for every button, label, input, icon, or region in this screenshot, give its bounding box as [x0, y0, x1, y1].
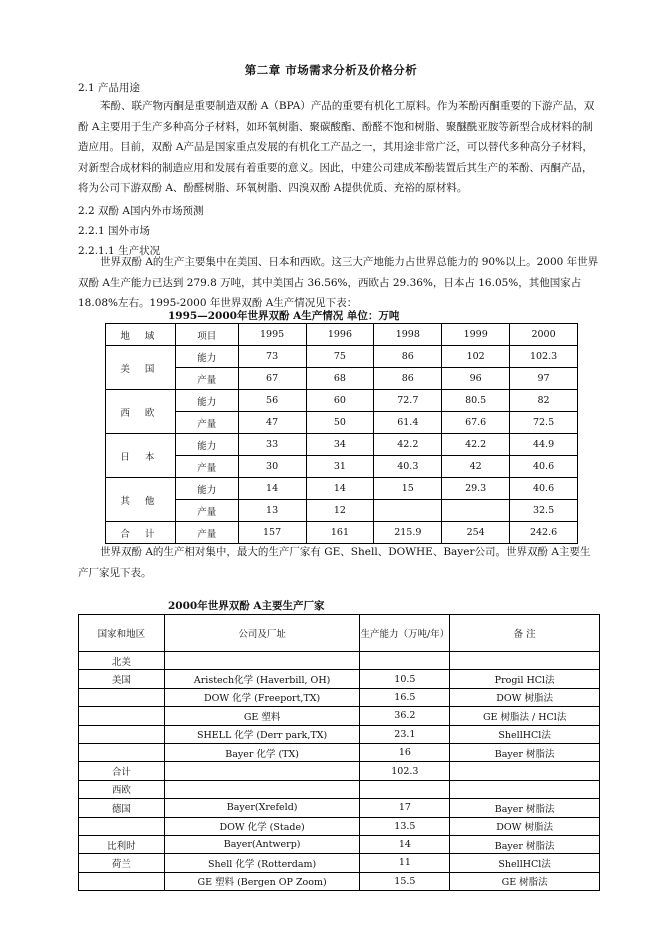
section-2-2-1-1-heading: 2.2.1.1 生产状况: [78, 245, 161, 257]
table-total-row: [106, 522, 578, 544]
capacity-cell: [360, 780, 450, 798]
value-cell: 40.6: [510, 456, 578, 478]
header-cell: 1999: [442, 324, 510, 346]
value-cell: 215.9: [374, 522, 442, 544]
value-cell: 42.2: [374, 434, 442, 456]
company-cell: SHELL 化学 (Derr park,TX): [164, 725, 360, 743]
value-cell: 86: [374, 346, 442, 368]
table-header-row: [79, 615, 600, 652]
value-cell: 61.4: [374, 412, 442, 434]
region-cell: 西欧: [79, 780, 165, 798]
note-cell: Progil HCl法: [450, 670, 600, 688]
value-cell: 42.2: [442, 434, 510, 456]
table-row: [79, 670, 600, 688]
capacity-cell: 17: [360, 799, 450, 817]
table-row: [79, 743, 600, 761]
note-cell: ShellHCl法: [450, 854, 600, 872]
table-row: [79, 688, 600, 706]
item-cell: 能力: [175, 346, 238, 368]
table-row: [106, 412, 578, 434]
table-row: [79, 799, 600, 817]
chapter-title: 第二章 市场需求分析及价格分析: [244, 63, 418, 77]
value-cell: 242.6: [510, 522, 578, 544]
table-row: [79, 762, 600, 780]
item-cell: 能力: [175, 478, 238, 500]
table-row: [106, 390, 578, 412]
header-cell: 1998: [374, 324, 442, 346]
value-cell: 44.9: [510, 434, 578, 456]
section-2-2-1-heading: 2.2.1 国外市场: [78, 225, 151, 237]
note-cell: [450, 780, 600, 798]
region-cell: [79, 872, 165, 890]
note-cell: Bayer 树脂法: [450, 743, 600, 761]
capacity-cell: 15.5: [360, 872, 450, 890]
value-cell: 72.5: [510, 412, 578, 434]
table-row: [106, 500, 578, 522]
company-cell: Bayer 化学 (TX): [164, 743, 360, 761]
item-cell: 产量: [175, 368, 238, 390]
header-cell: 公司及厂址: [164, 615, 360, 652]
region-cell: [79, 725, 165, 743]
value-cell: 40.6: [510, 478, 578, 500]
value-cell: 75: [306, 346, 374, 368]
value-cell: 67: [238, 368, 306, 390]
capacity-cell: 16.5: [360, 688, 450, 706]
paragraph-product-use: 苯酚、联产物丙酮是重要制造双酚 A（BPA）产品的重要有机化工原料。作为苯酚丙酮重要的下游产品，双酚 A主要用于生产多种高分子材料，如环氧树脂、聚碳酸酯、酚醛不饱和树脂、聚醚酰亚胺等新型合成材料的制造应用。目前，双酚 A产品是国家重点发展的有机化工产品之一，其用途非常广泛，可以替代多种高分子材料，对新型合成材料的制造应用和发展有着重要的意义。因此，中建公司建成苯酚装置后其生产的苯酚、丙酮产品，将为公司下游双酚 A、酚醛树脂、环氧树脂、四溴双酚 A提供优质、充裕的原材料。: [78, 100, 595, 194]
region-cell: 德国: [79, 799, 165, 817]
table-row: [79, 872, 600, 890]
region-cell: 西 欧: [106, 390, 176, 434]
value-cell: 14: [306, 478, 374, 500]
value-cell: 12: [306, 500, 374, 522]
value-cell: 102: [442, 346, 510, 368]
capacity-cell: 36.2: [360, 707, 450, 725]
value-cell: 68: [306, 368, 374, 390]
table-row: [79, 817, 600, 835]
item-cell: 能力: [175, 390, 238, 412]
header-cell: 国家和地区: [79, 615, 165, 652]
table-header-row: [106, 324, 578, 346]
company-cell: Aristech化学 (Haverbill, OH): [164, 670, 360, 688]
header-cell: 1995: [238, 324, 306, 346]
region-cell: 比利时: [79, 835, 165, 853]
capacity-cell: 14: [360, 835, 450, 853]
region-cell: [79, 743, 165, 761]
value-cell: 157: [238, 522, 306, 544]
value-cell: 254: [442, 522, 510, 544]
value-cell: 32.5: [510, 500, 578, 522]
value-cell: 29.3: [442, 478, 510, 500]
table-row: [79, 725, 600, 743]
value-cell: 31: [306, 456, 374, 478]
region-cell: 荷兰: [79, 854, 165, 872]
value-cell: 34: [306, 434, 374, 456]
region-cell: 美 国: [106, 346, 176, 390]
section-2-1-heading: 2.1 产品用途: [78, 82, 141, 94]
capacity-cell: 23.1: [360, 725, 450, 743]
capacity-cell: [360, 652, 450, 670]
note-cell: GE 树脂法: [450, 872, 600, 890]
item-cell: 产量: [175, 522, 238, 544]
table-row: [106, 478, 578, 500]
value-cell: 42: [442, 456, 510, 478]
value-cell: 86: [374, 368, 442, 390]
region-cell: 其 他: [106, 478, 176, 522]
value-cell: 60: [306, 390, 374, 412]
note-cell: ShellHCl法: [450, 725, 600, 743]
section-2-2-heading: 2.2 双酚 A国内外市场预测: [78, 205, 204, 217]
note-cell: GE 树脂法 / HCl法: [450, 707, 600, 725]
header-cell: 1996: [306, 324, 374, 346]
value-cell: 40.3: [374, 456, 442, 478]
item-cell: 产量: [175, 500, 238, 522]
paragraph-production-status: 世界双酚 A的生产主要集中在美国、日本和西欧。这三大产地能力占世界总能力的 90%以上。2000 年世界双酚 A生产能力已达到 279.8 万吨，其中美国占 36.56%，西欧占 29.36%，日本占 16.05%，其他国家占 18.08%左右。1995-2000 年世界双酚 A生产情况见下表：: [78, 256, 599, 309]
header-cell: 2000: [510, 324, 578, 346]
paragraph-major-producers: 世界双酚 A的生产相对集中，最大的生产厂家有 GE、Shell、DOWHE、Bayer公司。世界双酚 A主要生产厂家见下表。: [78, 546, 591, 579]
value-cell: 161: [306, 522, 374, 544]
value-cell: 102.3: [510, 346, 578, 368]
company-cell: [164, 652, 360, 670]
value-cell: 13: [238, 500, 306, 522]
value-cell: 50: [306, 412, 374, 434]
region-cell: [79, 688, 165, 706]
value-cell: 30: [238, 456, 306, 478]
item-cell: 产量: [175, 412, 238, 434]
value-cell: 96: [442, 368, 510, 390]
company-cell: [164, 762, 360, 780]
company-cell: GE 塑料 (Bergen OP Zoom): [164, 872, 360, 890]
region-cell: [79, 707, 165, 725]
value-cell: 47: [238, 412, 306, 434]
table-row: [106, 368, 578, 390]
value-cell: 82: [510, 390, 578, 412]
value-cell: 56: [238, 390, 306, 412]
value-cell: 33: [238, 434, 306, 456]
capacity-cell: 10.5: [360, 670, 450, 688]
table-row: [79, 780, 600, 798]
capacity-cell: 102.3: [360, 762, 450, 780]
header-cell: 项目: [175, 324, 238, 346]
company-cell: [164, 780, 360, 798]
region-cell: 日 本: [106, 434, 176, 478]
value-cell: 67.6: [442, 412, 510, 434]
table2-caption: 2000年世界双酚 A主要生产厂家: [168, 600, 325, 612]
company-cell: DOW 化学 (Stade): [164, 817, 360, 835]
company-cell: Bayer(Antwerp): [164, 835, 360, 853]
header-cell: 备 注: [450, 615, 600, 652]
capacity-cell: 11: [360, 854, 450, 872]
table-row: [79, 854, 600, 872]
value-cell: 15: [374, 478, 442, 500]
item-cell: 能力: [175, 434, 238, 456]
table-row: [79, 652, 600, 670]
value-cell: 80.5: [442, 390, 510, 412]
note-cell: [450, 652, 600, 670]
header-cell: 地 域: [106, 324, 176, 346]
note-cell: Bayer 树脂法: [450, 835, 600, 853]
capacity-cell: 16: [360, 743, 450, 761]
table-row: [106, 434, 578, 456]
table-row: [79, 835, 600, 853]
region-cell: 合计: [79, 762, 165, 780]
note-cell: Bayer 树脂法: [450, 799, 600, 817]
total-label-cell: 合 计: [106, 522, 176, 544]
region-cell: 北美: [79, 652, 165, 670]
item-cell: 产量: [175, 456, 238, 478]
value-cell: 73: [238, 346, 306, 368]
note-cell: DOW 树脂法: [450, 688, 600, 706]
value-cell: [442, 500, 510, 522]
table-row: [106, 346, 578, 368]
region-cell: 美国: [79, 670, 165, 688]
header-cell: 生产能力（万吨/年）: [360, 615, 450, 652]
value-cell: 72.7: [374, 390, 442, 412]
company-cell: GE 塑料: [164, 707, 360, 725]
table-row: [106, 456, 578, 478]
producers-table: [78, 614, 600, 891]
company-cell: DOW 化学 (Freeport,TX): [164, 688, 360, 706]
note-cell: [450, 762, 600, 780]
company-cell: Shell 化学 (Rotterdam): [164, 854, 360, 872]
value-cell: [374, 500, 442, 522]
value-cell: 14: [238, 478, 306, 500]
company-cell: Bayer(Xrefeld): [164, 799, 360, 817]
value-cell: 97: [510, 368, 578, 390]
capacity-cell: 13.5: [360, 817, 450, 835]
table1-caption: 1995—2000年世界双酚 A生产情况 单位：万吨: [168, 310, 400, 322]
region-cell: [79, 817, 165, 835]
note-cell: DOW 树脂法: [450, 817, 600, 835]
production-table: [105, 323, 578, 544]
table-row: [79, 707, 600, 725]
